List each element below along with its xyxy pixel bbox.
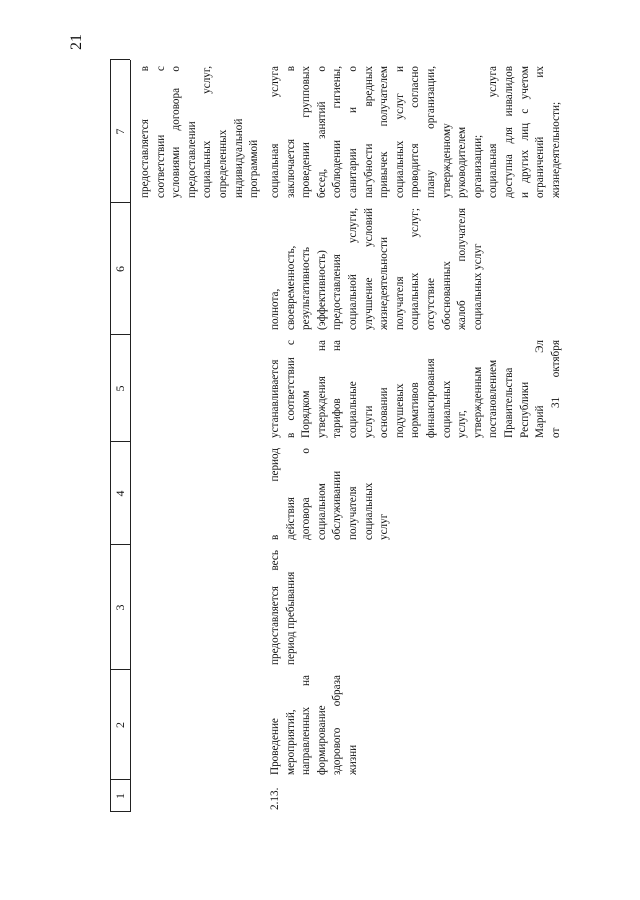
- text-line: предоставлении: [185, 121, 198, 198]
- text-line: мероприятий,: [284, 709, 297, 775]
- text-line: Республики: [518, 381, 531, 438]
- text-line: социальных услуг: [471, 243, 484, 330]
- text-line: действия: [284, 497, 297, 540]
- text-line: плану организации,: [424, 66, 437, 198]
- text-line: социальных услуг;: [409, 208, 422, 330]
- text-line: социальных: [440, 380, 453, 438]
- text-line: обслуживании: [331, 470, 344, 540]
- text-line: предоставления: [331, 254, 344, 330]
- service-name: [268, 675, 362, 775]
- text-line: постановлением: [487, 359, 500, 438]
- text-line: доступна для инвалидов: [502, 66, 515, 198]
- text-line: ограничений их: [534, 66, 547, 198]
- text-line: привычек получателем: [378, 66, 391, 198]
- text-line: обоснованных: [440, 261, 453, 330]
- text-line: предоставляется весь: [269, 550, 281, 665]
- text-line: предоставляется в: [139, 66, 151, 198]
- text-line: социальная услуга: [487, 66, 500, 198]
- text-line: улучшение условий: [362, 208, 375, 330]
- text-line: в соответствии с: [284, 340, 297, 438]
- text-line: руководителем: [456, 126, 469, 198]
- text-line: от 31 октября: [549, 340, 562, 438]
- text-line: утвержденным: [471, 366, 484, 438]
- text-line: отсутствие: [424, 278, 437, 330]
- text-line: Марий Эл: [534, 340, 547, 438]
- text-line: получателя: [393, 276, 406, 330]
- text-line: в период: [269, 448, 281, 540]
- text-line: социальных услуг и: [393, 66, 406, 198]
- text-line: Проведение: [269, 718, 281, 775]
- service-quality-indicators: [268, 208, 486, 330]
- text-line: формирование: [315, 705, 328, 775]
- service-conditions: [268, 66, 564, 198]
- text-line: социальной услуги,: [346, 208, 359, 330]
- page-number: 21: [68, 34, 85, 50]
- text-line: финансирования: [424, 358, 437, 438]
- text-line: определенных: [216, 129, 229, 198]
- text-line: устанавливается: [269, 359, 281, 438]
- text-line: соблюдении гигиены,: [331, 66, 344, 198]
- text-line: социальные: [346, 381, 359, 438]
- column-number-7: 7: [113, 128, 127, 135]
- column-number-5: 5: [113, 385, 127, 392]
- continuation-col7-text: [138, 66, 263, 198]
- column-number-2: 2: [113, 722, 127, 728]
- text-line: услуги: [362, 405, 375, 438]
- text-line: (эффективность): [315, 250, 328, 330]
- column-number-6: 6: [113, 266, 127, 272]
- text-line: тарифов на: [331, 340, 344, 438]
- column-number-1: 1: [113, 793, 127, 799]
- text-line: жалоб получателя: [456, 208, 469, 330]
- text-line: жизни: [346, 744, 359, 775]
- text-line: пагубности вредных: [362, 66, 375, 198]
- row-number: 2.13.: [269, 787, 281, 810]
- text-line: своевременность,: [284, 245, 297, 330]
- text-line: проведении групповых: [300, 66, 313, 198]
- text-line: утвержденному: [440, 123, 453, 198]
- text-line: санитарии и о: [346, 66, 359, 198]
- text-line: организации;: [471, 134, 484, 198]
- text-line: период пребывания: [284, 571, 297, 665]
- text-line: жизнедеятельности;: [549, 101, 562, 198]
- column-number-3: 3: [113, 604, 127, 611]
- text-line: социальная услуга: [269, 66, 281, 198]
- text-line: направленных на: [300, 675, 313, 775]
- text-line: услуг,: [456, 410, 469, 438]
- service-duration: [268, 448, 393, 540]
- text-line: утверждения на: [315, 340, 328, 438]
- text-line: проводится согласно: [409, 66, 422, 198]
- text-line: нормативов: [409, 382, 422, 438]
- text-line: соответствии с: [154, 66, 167, 198]
- service-period: [268, 550, 299, 665]
- text-line: социальных: [362, 482, 375, 540]
- text-line: бесед, занятий о: [315, 66, 328, 198]
- text-line: результативность: [300, 247, 313, 330]
- service-cost: [268, 340, 564, 438]
- text-line: заключается в: [284, 66, 297, 198]
- text-line: основании: [378, 387, 391, 438]
- text-line: договора о: [300, 448, 313, 540]
- text-line: полнота,: [269, 288, 281, 330]
- text-line: условиями договора о: [170, 66, 183, 198]
- text-line: индивидуальной: [232, 118, 245, 198]
- text-line: и других лиц с учетом: [518, 66, 531, 198]
- text-line: социальных услуг,: [201, 66, 214, 198]
- text-line: Правительства: [502, 367, 515, 438]
- column-number-4: 4: [113, 490, 127, 497]
- text-line: получателя: [346, 486, 359, 540]
- text-line: подушевых: [393, 383, 406, 438]
- text-line: социальном: [315, 483, 328, 540]
- text-line: жизнедеятельности: [378, 237, 391, 330]
- text-line: услуг: [378, 513, 391, 540]
- header-bottom-rule: [130, 60, 131, 812]
- text-line: программой: [248, 139, 261, 198]
- text-line: здорового образа: [331, 675, 344, 775]
- text-line: Порядком: [300, 390, 313, 438]
